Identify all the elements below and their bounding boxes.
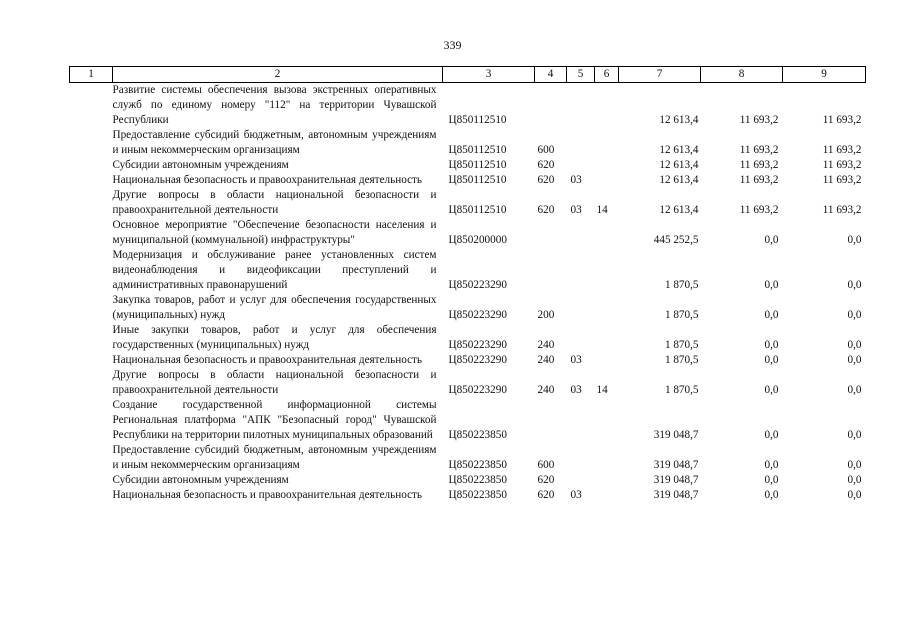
item-name: Модернизация и обслуживание ранее установленных систем видеонаблюдения и видеофиксации преступлений и административных правонарушений [112, 249, 437, 291]
amount-col8: 0,0 [764, 489, 779, 501]
blank-cell [70, 488, 113, 503]
amount-col8: 11 693,2 [739, 204, 779, 216]
page-number: 339 [443, 38, 462, 52]
amount-col7: 1 870,5 [664, 279, 699, 291]
amount-col8: 0,0 [764, 354, 779, 366]
item-name: Другие вопросы в области национальной безопасности и правоохранительной деятельности [112, 189, 437, 216]
section [567, 293, 595, 323]
expense-type [535, 398, 567, 443]
header-cell-4: 4 [535, 67, 567, 83]
item-name: Национальная безопасность и правоохранительная деятельность [112, 489, 423, 501]
section [567, 158, 595, 173]
table-row [70, 488, 866, 503]
subsection [595, 323, 619, 353]
table-row [70, 473, 866, 488]
amount-col7: 12 613,4 [659, 174, 699, 186]
amount-col7: 319 048,7 [653, 489, 699, 501]
amount-col7: 12 613,4 [659, 159, 699, 171]
expense-type: 600 [537, 459, 555, 471]
expense-type: 620 [537, 489, 555, 501]
budget-table [69, 66, 866, 503]
expense-type: 240 [537, 354, 555, 366]
amount-col9: 0,0 [847, 474, 862, 486]
target-code: Ц850112510 [448, 204, 507, 216]
item-name: Развитие системы обеспечения вызова экстренных оперативных служб по единому номеру "112" на территории Чувашской Республики [112, 84, 437, 126]
amount-col9: 0,0 [847, 489, 862, 501]
section: 03 [570, 204, 582, 216]
table-row [70, 218, 866, 248]
item-name: Закупка товаров, работ и услуг для обеспечения государственных (муниципальных) нужд [112, 294, 437, 321]
table-row [70, 368, 866, 398]
section [567, 473, 595, 488]
section: 03 [570, 489, 582, 501]
amount-col8: 11 693,2 [739, 144, 779, 156]
header-cell-7: 7 [619, 67, 701, 83]
item-name: Субсидии автономным учреждениям [112, 474, 289, 486]
blank-cell [70, 323, 113, 353]
header-cell-5: 5 [567, 67, 595, 83]
target-code: Ц850223850 [448, 489, 507, 501]
header-cell-8: 8 [701, 67, 783, 83]
amount-col7: 319 048,7 [653, 459, 699, 471]
amount-col9: 11 693,2 [822, 159, 862, 171]
amount-col8: 0,0 [764, 279, 779, 291]
amount-col9: 0,0 [847, 279, 862, 291]
table-row [70, 323, 866, 353]
table-row [70, 173, 866, 188]
header-cell-2: 2 [113, 67, 443, 83]
expense-type: 620 [537, 159, 555, 171]
subsection [595, 443, 619, 473]
target-code: Ц850223290 [448, 354, 507, 366]
blank-cell [70, 158, 113, 173]
blank-cell [70, 368, 113, 398]
target-code: Ц850223290 [448, 309, 507, 321]
amount-col9: 0,0 [847, 354, 862, 366]
expense-type: 200 [537, 309, 555, 321]
expense-type: 620 [537, 174, 555, 186]
item-name: Национальная безопасность и правоохранительная деятельность [112, 174, 423, 186]
target-code: Ц850112510 [448, 144, 507, 156]
expense-type [535, 218, 567, 248]
subsection [595, 488, 619, 503]
section [567, 323, 595, 353]
amount-col9: 0,0 [847, 339, 862, 351]
amount-col7: 12 613,4 [659, 114, 699, 126]
target-code: Ц850223850 [448, 429, 507, 441]
blank-cell [70, 398, 113, 443]
section [567, 83, 595, 129]
target-code: Ц850223290 [448, 339, 507, 351]
target-code: Ц850223850 [448, 474, 507, 486]
section: 03 [570, 174, 582, 186]
blank-cell [70, 128, 113, 158]
amount-col9: 11 693,2 [822, 114, 862, 126]
subsection: 14 [596, 384, 608, 396]
table-body [70, 83, 866, 504]
blank-cell [70, 248, 113, 293]
amount-col8: 11 693,2 [739, 159, 779, 171]
table-row [70, 188, 866, 218]
amount-col9: 11 693,2 [822, 174, 862, 186]
target-code: Ц850112510 [448, 174, 507, 186]
header-row [70, 67, 866, 83]
expense-type [535, 83, 567, 129]
table-row [70, 353, 866, 368]
amount-col8: 11 693,2 [739, 174, 779, 186]
amount-col9: 0,0 [847, 384, 862, 396]
amount-col7: 1 870,5 [664, 354, 699, 366]
blank-cell [70, 188, 113, 218]
subsection [595, 398, 619, 443]
section [567, 443, 595, 473]
subsection [595, 218, 619, 248]
amount-col7: 1 870,5 [664, 339, 699, 351]
amount-col8: 0,0 [764, 459, 779, 471]
blank-cell [70, 473, 113, 488]
blank-cell [70, 83, 113, 129]
subsection [595, 248, 619, 293]
subsection [595, 128, 619, 158]
blank-cell [70, 293, 113, 323]
item-name: Основное мероприятие "Обеспечение безопасности населения и муниципальной (коммунальной) инфраструктуры" [112, 219, 437, 246]
item-name: Предоставление субсидий бюджетным, автономным учреждениям и иным некоммерческим организациям [112, 129, 437, 156]
amount-col9: 11 693,2 [822, 144, 862, 156]
section [567, 218, 595, 248]
amount-col8: 0,0 [764, 384, 779, 396]
amount-col9: 0,0 [847, 459, 862, 471]
subsection: 14 [596, 204, 608, 216]
expense-type: 620 [537, 474, 555, 486]
header-cell-3: 3 [443, 67, 535, 83]
amount-col8: 0,0 [764, 309, 779, 321]
table-row [70, 443, 866, 473]
blank-cell [70, 218, 113, 248]
header-cell-1: 1 [70, 67, 113, 83]
expense-type [535, 248, 567, 293]
section [567, 128, 595, 158]
amount-col9: 0,0 [847, 309, 862, 321]
amount-col8: 0,0 [764, 234, 779, 246]
blank-cell [70, 353, 113, 368]
subsection [595, 293, 619, 323]
amount-col8: 0,0 [764, 429, 779, 441]
item-name: Другие вопросы в области национальной безопасности и правоохранительной деятельности [112, 369, 437, 396]
expense-type: 620 [537, 204, 555, 216]
item-name: Предоставление субсидий бюджетным, автономным учреждениям и иным некоммерческим организациям [112, 444, 437, 471]
subsection [595, 353, 619, 368]
subsection [595, 158, 619, 173]
section [567, 248, 595, 293]
target-code: Ц850223850 [448, 459, 507, 471]
header-cell-9: 9 [783, 67, 866, 83]
amount-col9: 11 693,2 [822, 204, 862, 216]
amount-col7: 12 613,4 [659, 144, 699, 156]
table-row [70, 128, 866, 158]
table-row [70, 248, 866, 293]
amount-col7: 1 870,5 [664, 384, 699, 396]
amount-col8: 11 693,2 [739, 114, 779, 126]
blank-cell [70, 443, 113, 473]
amount-col7: 12 613,4 [659, 204, 699, 216]
table-row [70, 293, 866, 323]
table-row [70, 83, 866, 129]
subsection [595, 473, 619, 488]
blank-cell [70, 173, 113, 188]
expense-type: 240 [537, 339, 555, 351]
amount-col9: 0,0 [847, 234, 862, 246]
header-cell-6: 6 [595, 67, 619, 83]
item-name: Иные закупки товаров, работ и услуг для обеспечения государственных (муниципальных) нужд [112, 324, 437, 351]
item-name: Создание государственной информационной системы Региональная платформа "АПК "Безопасный город" Чувашской Республики на территории пилотных муниципальных образований [112, 399, 437, 441]
target-code: Ц850112510 [448, 159, 507, 171]
amount-col7: 319 048,7 [653, 474, 699, 486]
target-code: Ц850223290 [448, 279, 507, 291]
item-name: Национальная безопасность и правоохранительная деятельность [112, 354, 423, 366]
table-row [70, 158, 866, 173]
amount-col7: 1 870,5 [664, 309, 699, 321]
item-name: Субсидии автономным учреждениям [112, 159, 289, 171]
amount-col9: 0,0 [847, 429, 862, 441]
expense-type: 240 [537, 384, 555, 396]
section [567, 398, 595, 443]
subsection [595, 83, 619, 129]
amount-col8: 0,0 [764, 339, 779, 351]
table-row [70, 398, 866, 443]
target-code: Ц850223290 [448, 384, 507, 396]
amount-col8: 0,0 [764, 474, 779, 486]
section: 03 [570, 384, 582, 396]
section: 03 [570, 354, 582, 366]
subsection [595, 173, 619, 188]
target-code: Ц850112510 [448, 114, 507, 126]
expense-type: 600 [537, 144, 555, 156]
amount-col7: 445 252,5 [653, 234, 699, 246]
target-code: Ц850200000 [448, 234, 507, 246]
amount-col7: 319 048,7 [653, 429, 699, 441]
